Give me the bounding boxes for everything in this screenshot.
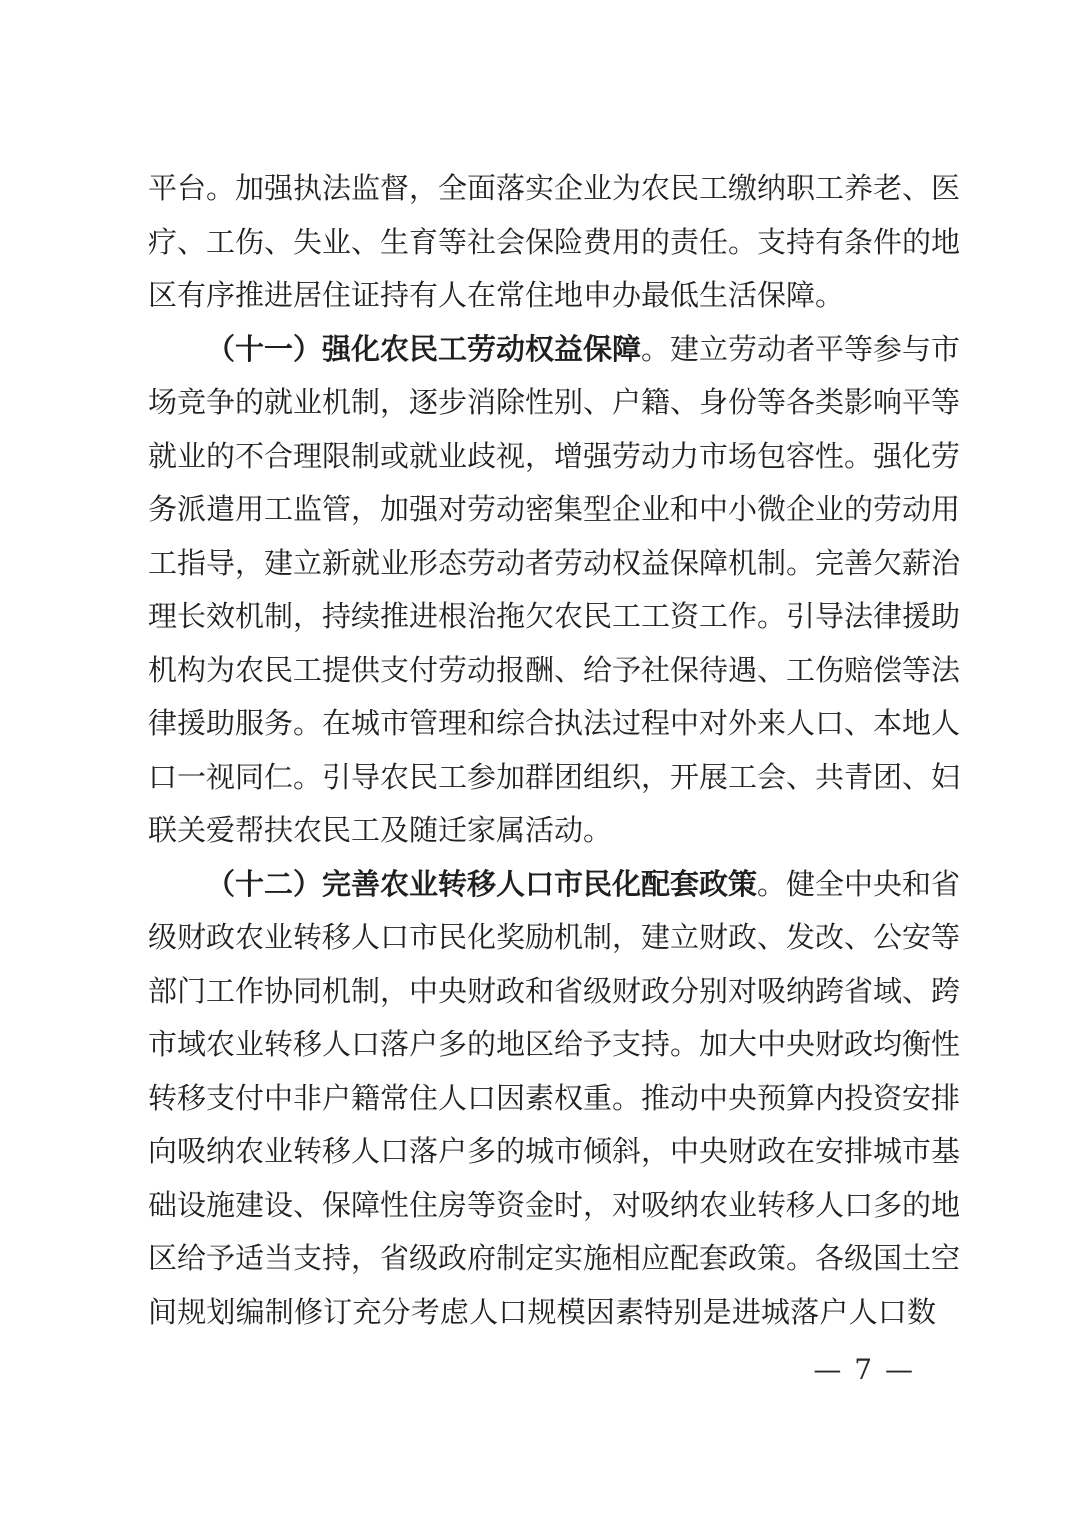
body-text: 口一视同仁。引导农民工参加群团组织，开展工会、共青团、妇 — [148, 759, 961, 794]
body-text: 。建立劳动者平等参与市 — [641, 331, 961, 366]
body-text: 部门工作协同机制，中央财政和省级财政分别对吸纳跨省域、跨 — [148, 973, 961, 1008]
text-line — [148, 697, 961, 751]
body-text: 疗、工伤、失业、生育等社会保险费用的责任。支持有条件的地 — [148, 224, 961, 259]
text-line — [148, 1018, 961, 1072]
text-line — [148, 430, 961, 484]
body-text: 础设施建设、保障性住房等资金时，对吸纳农业转移人口多的地 — [148, 1187, 961, 1222]
text-line — [148, 911, 961, 965]
body-text: 区有序推进居住证持有人在常住地申办最低生活保障。 — [148, 278, 845, 312]
text-line — [148, 644, 961, 698]
body-text: 工指导，建立新就业形态劳动者劳动权益保障机制。完善欠薪治 — [148, 545, 961, 580]
text-line — [148, 1286, 936, 1340]
body-text: 理长效机制，持续推进根治拖欠农民工工资工作。引导法律援助 — [148, 599, 961, 633]
body-text: 联关爱帮扶农民工及随迁家属活动。 — [148, 813, 613, 847]
page-number: — 7 — — [813, 1353, 915, 1386]
body-text: 转移支付中非户籍常住人口因素权重。推动中央预算内投资安排 — [148, 1080, 961, 1115]
body-text: 。健全中央和省 — [757, 866, 961, 901]
text-line — [148, 590, 961, 644]
text-line — [148, 804, 936, 858]
body-text: 平台。加强执法监督，全面落实企业为农民工缴纳职工养老、医 — [148, 171, 961, 205]
body-text: 向吸纳农业转移人口落户多的城市倾斜，中央财政在安排城市基 — [148, 1134, 961, 1168]
text-line — [148, 376, 961, 430]
body-text: 场竞争的就业机制，逐步消除性别、户籍、身份等各类影响平等 — [148, 385, 961, 419]
text-line — [148, 1072, 961, 1126]
text-line — [148, 751, 961, 805]
text-line — [148, 858, 961, 912]
body-text: 级财政农业转移人口市民化奖励机制，建立财政、发改、公安等 — [148, 920, 961, 954]
text-line — [148, 323, 961, 377]
text-line — [148, 537, 961, 591]
body-text: 间规划编制修订充分考虑人口规模因素特别是进城落户人口数 — [148, 1294, 936, 1329]
body-text: 机构为农民工提供支付劳动报酬、给予社保待遇、工伤赔偿等法 — [148, 652, 961, 687]
text-line — [148, 1179, 961, 1233]
text-line — [148, 965, 961, 1019]
section-heading-text: （十一）强化农民工劳动权益保障 — [206, 331, 642, 366]
text-line — [148, 269, 936, 323]
body-text: 务派遣用工监管，加强对劳动密集型企业和中小微企业的劳动用 — [148, 492, 961, 526]
text-line — [148, 1125, 961, 1179]
body-text: 区给予适当支持，省级政府制定实施相应配套政策。各级国土空 — [148, 1241, 961, 1275]
text-line — [148, 483, 961, 537]
section-heading-text: （十二）完善农业转移人口市民化配套政策 — [206, 866, 758, 901]
page-footer — [813, 1352, 915, 1388]
body-text: 市域农业转移人口落户多的地区给予支持。加大中央财政均衡性 — [148, 1027, 961, 1061]
text-line — [148, 162, 961, 216]
text-line — [148, 216, 961, 270]
document-body — [148, 162, 961, 1339]
text-line — [148, 1232, 961, 1286]
body-text: 律援助服务。在城市管理和综合执法过程中对外来人口、本地人 — [148, 706, 961, 740]
body-text: 就业的不合理限制或就业歧视，增强劳动力市场包容性。强化劳 — [148, 438, 961, 473]
